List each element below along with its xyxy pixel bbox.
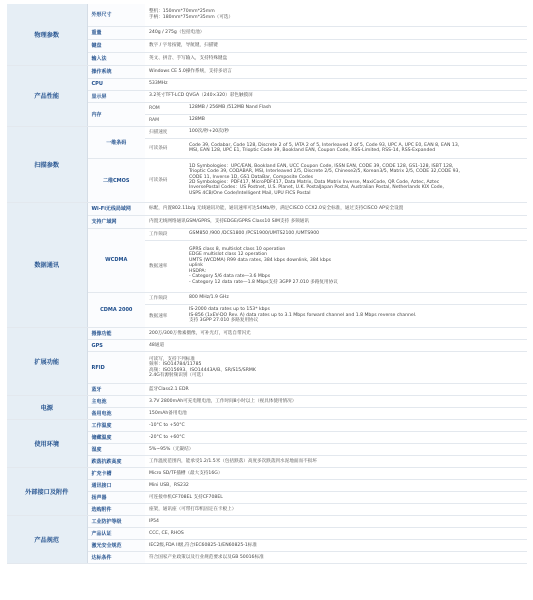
spec-value: 整机：150mm*70mm*25mm 手柄：180mm*75mm*35mm（可选） <box>145 4 527 26</box>
spec-value: 533MHz <box>145 78 527 90</box>
spec-label: 扬声器 <box>87 492 145 504</box>
spec-value: 符合国家产业政策以及行业规范要求以及GB 50016标准 <box>145 552 527 564</box>
spec-row <box>7 126 527 138</box>
spec-value: IP54 <box>145 516 527 528</box>
spec-table <box>7 4 527 564</box>
spec-value: Windows CE 5.0操作系统，支持多语言 <box>145 65 527 78</box>
spec-label: 激光安全规范 <box>87 540 145 552</box>
spec-label: CDMA 2000 <box>87 292 145 327</box>
spec-label: 内存 <box>87 102 145 126</box>
spec-label: 通讯接口 <box>87 480 145 492</box>
spec-label: 备用电池 <box>87 408 145 420</box>
spec-label: 二维CMOS <box>87 158 145 202</box>
spec-row <box>7 65 527 78</box>
spec-label: 工作温度 <box>87 420 145 432</box>
spec-label: 工业防护等级 <box>87 516 145 528</box>
spec-value: 工作温度范围内，能承受1.2/1.5米（包括跌落）高度多次跌落到水泥地面而不损坏 <box>145 456 527 468</box>
spec-value: -10°C to +50°C <box>145 420 527 432</box>
spec-row <box>7 202 527 215</box>
spec-value: 128MB <box>185 114 527 126</box>
spec-label: 选购附件 <box>87 504 145 516</box>
category-communication: 数据通讯 <box>7 202 87 328</box>
spec-label: 达标条件 <box>87 552 145 564</box>
spec-value: 座架，通讯座（可带打印机固定在卡板上） <box>145 504 527 516</box>
spec-value: Code 39, Codabar, Code 128, Discrete 2 of 5, IATA 2 of 5, Interleaved 2 of 5, Code 93, UPC A, UPC E0, EAN 8, EAN 13, MSI, EAN 128, UPC E1, Trioptic Code 39, Bookland EAN, Coupon Code, RSS-Limited, RSS-14, RSS-Expanded <box>185 138 527 158</box>
spec-row <box>7 516 527 528</box>
spec-value: Micro SD/TF插槽（最大支持16G） <box>145 468 527 480</box>
spec-sublabel: ROM <box>145 102 185 114</box>
spec-label: 主电池 <box>87 396 145 408</box>
spec-sublabel: 工作频段 <box>145 228 185 240</box>
spec-label: 键盘 <box>87 39 145 52</box>
spec-value: 48通道 <box>145 340 527 352</box>
spec-value: 内置无线网络通讯GSM/GPRS，支持EDGE/GPRS Class10 SIM支持 多频通讯 <box>145 215 527 228</box>
spec-sublabel: 数据速率 <box>145 304 185 327</box>
category-interfaces: 外部接口及附件 <box>7 468 87 516</box>
category-certification: 产品规范 <box>7 516 87 564</box>
spec-label: 蓝牙 <box>87 384 145 396</box>
spec-label: 支持广域网 <box>87 215 145 228</box>
spec-sublabel: 可读条码 <box>145 158 185 202</box>
spec-label: GPS <box>87 340 145 352</box>
spec-sheet <box>7 4 527 596</box>
spec-label: 湿度 <box>87 444 145 456</box>
spec-value: 200万/300万像素摄像，可补光灯，可选自带闪光 <box>145 328 527 340</box>
spec-row <box>7 328 527 340</box>
spec-sublabel: 扫描速度 <box>145 126 185 138</box>
spec-label: 产品认证 <box>87 528 145 540</box>
spec-label: CPU <box>87 78 145 90</box>
spec-label: 操作系统 <box>87 65 145 78</box>
spec-value: IS-2000 data rates up to 153* kbps IS-856 (1xEV-DO Rev. A) data rates up to 3.1 Mbps forward channel and 1.8 Mbps reverse channel. 支持 3GPP 27.010 多路复用协议 <box>185 304 527 327</box>
spec-value: 可连接单机CF708EL 支持CF708EL <box>145 492 527 504</box>
spec-label: 外形尺寸 <box>87 4 145 26</box>
spec-row <box>7 468 527 480</box>
spec-value: 可读写，支持下列标准 频率：ISO14784/11785 高频：ISO15693、ISO14443A/B、SR/S15/SRMK 2.4G有源射频识别（可选） <box>145 352 527 384</box>
spec-row <box>7 4 527 26</box>
spec-label: 显示屏 <box>87 90 145 102</box>
category-power: 电源 <box>7 396 87 420</box>
spec-label: 扩充卡槽 <box>87 468 145 480</box>
category-physical: 物理参数 <box>7 4 87 65</box>
spec-value: 240g / 275g（包括电池） <box>145 26 527 39</box>
spec-label: 一维条码 <box>87 126 145 158</box>
spec-label: WCDMA <box>87 228 145 292</box>
spec-value: 800 MHz/1.9 GHz <box>185 292 527 304</box>
spec-sublabel: 数据速率 <box>145 240 185 292</box>
spec-value: 3.7V 2800mAh可充电锂电池，工作时间8小时以上（视具体使用情况） <box>145 396 527 408</box>
spec-value: GSM850 /900 /DCS1800 /PCS1900/UMTS2100 /UMTS900 <box>185 228 527 240</box>
spec-value: 英文、拼音、手写输入，支持特殊键盘 <box>145 52 527 65</box>
spec-label: 储藏温度 <box>87 432 145 444</box>
spec-value: 标配，内置802.11b/g 无线通讯功能，通讯速率可达54Mb/秒，满足CISCO CCX2.0安全标准，通过支持CISCO AP安全设置 <box>145 202 527 215</box>
spec-value: 100次/秒+20次/秒 <box>185 126 527 138</box>
category-scanning: 扫描参数 <box>7 126 87 202</box>
spec-sublabel: RAM <box>145 114 185 126</box>
spec-value: GPRS class 8, multislot class 10 operation EDGE multislot class 12 operation UMTS (WCDMA) R99 data rates, 384 kbps downlink, 384 kbps uplink HSDPA: - Category 5/6 data rate—3.6 Mbps - Category 12 data rate—1.8 Mbps支持 3GPP 27.010 多路复用协议 <box>185 240 527 292</box>
spec-value: 5%~95%（无凝结） <box>145 444 527 456</box>
spec-value: CCC, CE, RHOS <box>145 528 527 540</box>
spec-value: Mini USB，RS232 <box>145 480 527 492</box>
spec-value: 3.2英寸TFT-LCD QVGA（240×320）彩色触摸屏 <box>145 90 527 102</box>
category-performance: 产品性能 <box>7 65 87 126</box>
spec-value: 蓝牙Class2.1 EDR <box>145 384 527 396</box>
spec-label: Wi-Fi无线局域网 <box>87 202 145 215</box>
spec-sublabel: 可读条码 <box>145 138 185 158</box>
spec-row <box>7 420 527 432</box>
spec-row <box>7 396 527 408</box>
spec-label: 输入法 <box>87 52 145 65</box>
spec-sublabel: 工作频段 <box>145 292 185 304</box>
spec-value: 150mAh备用电池 <box>145 408 527 420</box>
category-environment: 使用环境 <box>7 420 87 468</box>
spec-value: IEC2级,FDA II级,符合IEC60825-1/EN60825-1标准 <box>145 540 527 552</box>
category-extension: 扩展功能 <box>7 328 87 396</box>
spec-value: -20°C to +60°C <box>145 432 527 444</box>
spec-value: 128MB / 256MB /512MB Nand Flash <box>185 102 527 114</box>
spec-label: 跌落抗跌高度 <box>87 456 145 468</box>
spec-label: 重量 <box>87 26 145 39</box>
spec-label: RFID <box>87 352 145 384</box>
spec-value: 数字 / 字母按键，导航键，扫描键 <box>145 39 527 52</box>
spec-label: 摄像功能 <box>87 328 145 340</box>
spec-value: 1D Symbologies：UPC/EAN, Bookland EAN, UCC Coupon Code, ISSN EAN, CODE 39, CODE 128, GS1-128, ISBT 128, Trioptic Code 39, CODABAR, MSI, Interleaved 2/5, Discrete 2/5, Chinese2/5, Korean3/5, Matrix 2/5, CODE 32,CODE 93, CODE 11, Inverse 1D, GS1 DataBar, Composite Codes 2D Symbologies：PDF417, MicroPDF417, Data Matrix, Data Matrix Inverse, MaxiCode, QR Code, Aztec, Aztec InversePostal Codes：US Postnet, U.S. Planet, U.K. PostalJapan Postal, Australian Postal, Netherlands KIX Code, USPS 4CB/One Code/Intelligent Mail, UPU FICS Postal <box>185 158 527 202</box>
